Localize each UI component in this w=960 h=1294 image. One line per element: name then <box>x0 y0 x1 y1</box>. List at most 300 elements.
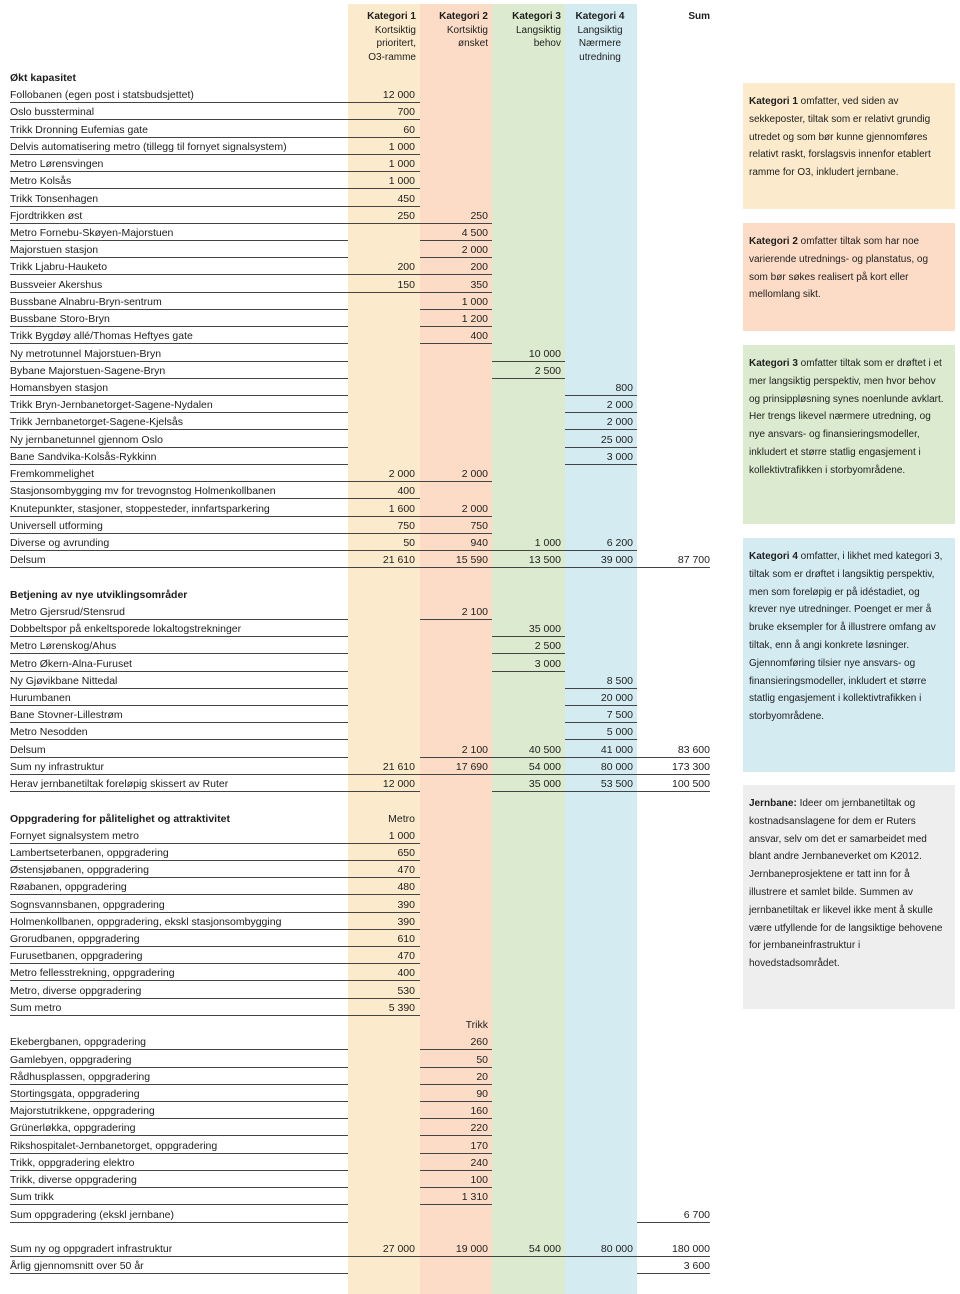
row-label: Dobbeltspor på enkeltsporede lokaltogstrekninger <box>10 623 242 635</box>
spacer-row <box>10 569 710 585</box>
cell-divider <box>492 361 565 362</box>
row-label: Bybane Majorstuen-Sagene-Bryn <box>10 364 166 377</box>
table-row <box>10 122 710 138</box>
table-row <box>10 328 710 344</box>
row-divider <box>10 1222 348 1223</box>
cell-divider <box>348 963 420 964</box>
table-row <box>10 1034 710 1050</box>
row-divider <box>10 963 348 964</box>
cell-divider <box>420 757 492 758</box>
cell-divider <box>348 119 420 120</box>
row-label: Follobanen (egen post i statsbudsjettet) <box>10 89 194 102</box>
cell-divider <box>565 447 637 448</box>
cell-kategori-1: 390 <box>397 898 415 911</box>
cell-divider <box>420 481 492 482</box>
table-row <box>10 965 710 981</box>
row-divider <box>10 653 348 654</box>
table-row <box>10 191 710 207</box>
row-divider <box>10 1135 348 1136</box>
cell-kategori-2: 220 <box>470 1122 488 1135</box>
cell-divider <box>637 757 710 758</box>
row-label: Grünerløkka, oppgradering <box>10 1122 136 1135</box>
cell-divider <box>637 1273 710 1274</box>
cell-divider <box>420 274 492 275</box>
table-row <box>10 897 710 913</box>
cell-divider <box>492 1256 565 1257</box>
cell-kategori-3: 2 500 <box>534 640 561 653</box>
cell-kategori-1: 21 610 <box>382 760 415 773</box>
row-label: Knutepunkter, stasjoner, stoppesteder, innfartsparkering <box>10 502 270 515</box>
cell-kategori-1: 5 390 <box>388 1001 415 1014</box>
cell-kategori-1: 1 000 <box>388 158 415 171</box>
cell-sum: 3 600 <box>683 1260 710 1273</box>
row-divider <box>10 705 348 706</box>
cell-kategori-4: 3 000 <box>606 450 633 463</box>
cell-divider <box>420 343 492 344</box>
row-label: Metro Nesodden <box>10 726 88 739</box>
cell-divider <box>420 567 492 568</box>
row-divider <box>10 429 348 430</box>
cell-kategori-2: 200 <box>470 261 488 274</box>
cell-kategori-2: Trikk <box>465 1019 488 1032</box>
cell-kategori-4: 39 000 <box>600 554 633 567</box>
cell-kategori-1: 1 000 <box>388 175 415 188</box>
row-divider <box>10 774 348 775</box>
cell-kategori-4: 8 500 <box>606 674 633 687</box>
cell-divider <box>348 516 420 517</box>
row-label: Røabanen, oppgradering <box>10 881 127 894</box>
cell-divider <box>348 223 420 224</box>
cell-kategori-1: 50 <box>403 536 415 549</box>
table-row <box>10 638 710 654</box>
row-label: Universell utforming <box>10 519 103 532</box>
cell-divider <box>348 533 420 534</box>
cell-kategori-2: 2 000 <box>461 502 488 515</box>
table-row <box>10 862 710 878</box>
cell-divider <box>420 1204 492 1205</box>
table-row <box>10 983 710 999</box>
cell-kategori-4: 80 000 <box>600 1243 633 1255</box>
cell-kategori-3: 13 500 <box>528 554 561 567</box>
cell-kategori-2: 19 000 <box>455 1243 488 1255</box>
table-row <box>10 173 710 189</box>
row-label: Gamlebyen, oppgradering <box>10 1053 132 1066</box>
cell-divider <box>420 1153 492 1154</box>
table-row <box>10 1086 710 1102</box>
cell-divider <box>565 739 637 740</box>
cell-divider <box>420 1187 492 1188</box>
table-row <box>10 414 710 430</box>
cell-divider <box>637 567 710 568</box>
row-label: Trikk Bryn-Jernbanetorget-Sagene-Nydalen <box>10 399 213 412</box>
row-divider <box>10 326 348 327</box>
cell-sum: 6 700 <box>683 1208 710 1221</box>
cell-kategori-3: 54 000 <box>528 1243 561 1255</box>
cell-kategori-4: 80 000 <box>600 760 633 773</box>
cell-divider <box>348 206 420 207</box>
cell-divider <box>348 946 420 947</box>
row-label: Holmenkollbanen, oppgradering, ekskl stasjonsombygging <box>10 915 282 928</box>
table-row <box>10 139 710 155</box>
cell-kategori-1: 450 <box>397 192 415 205</box>
row-divider <box>10 843 348 844</box>
header-kategori-4: Kategori 4 Langsiktig Nærmere utredning <box>575 11 625 63</box>
row-label: Rikshospitalet-Jernbanetorget, oppgradering <box>10 1139 218 1152</box>
header-kategori-2: Kategori 2 Kortsiktig ønsket <box>439 11 488 49</box>
cell-divider <box>420 1084 492 1085</box>
row-label: Bane Stovner-Lillestrøm <box>10 709 123 722</box>
cell-kategori-4: 7 500 <box>606 709 633 722</box>
cell-kategori-3: 40 500 <box>528 743 561 756</box>
table-row <box>10 621 710 637</box>
cell-kategori-2: 2 000 <box>461 244 488 257</box>
cell-divider <box>348 877 420 878</box>
row-label: Delsum <box>10 743 46 756</box>
cell-divider <box>565 722 637 723</box>
row-label: Metro fellesstrekning, oppgradering <box>10 967 175 980</box>
cell-kategori-1: 480 <box>397 881 415 894</box>
row-label: Trikk Bygdøy allé/Thomas Heftyes gate <box>10 330 193 343</box>
cell-divider <box>348 912 420 913</box>
row-divider <box>10 929 348 930</box>
row-label: Årlig gjennomsnitt over 50 år <box>10 1260 144 1273</box>
table-row <box>10 259 710 275</box>
cell-divider <box>420 1135 492 1136</box>
cell-kategori-3: 1 000 <box>534 536 561 549</box>
row-divider <box>10 636 348 637</box>
cell-kategori-2: 750 <box>470 519 488 532</box>
cell-divider <box>492 567 565 568</box>
cell-divider <box>492 378 565 379</box>
cell-divider <box>492 774 565 775</box>
table-row <box>10 759 710 775</box>
row-label: Sum ny infrastruktur <box>10 760 104 773</box>
cell-divider <box>420 1067 492 1068</box>
table-row <box>10 1103 710 1119</box>
table-row <box>10 397 710 413</box>
cell-divider <box>348 171 420 172</box>
row-divider <box>10 102 348 103</box>
row-label: Sognsvannsbanen, oppgradering <box>10 898 165 911</box>
cell-divider <box>492 791 565 792</box>
row-divider <box>10 292 348 293</box>
cell-divider <box>565 464 637 465</box>
cell-divider <box>492 757 565 758</box>
section-heading-row <box>10 587 710 603</box>
row-divider <box>10 1187 348 1188</box>
row-label: Metro Lørenskog/Ahus <box>10 640 117 653</box>
cell-kategori-1: 750 <box>397 519 415 532</box>
header-kategori-3: Kategori 3 Langsiktig behov <box>512 11 561 49</box>
row-divider <box>10 188 348 189</box>
row-divider <box>10 137 348 138</box>
cell-divider <box>637 1222 710 1223</box>
row-label: Hurumbanen <box>10 691 71 704</box>
row-label: Herav jernbanetiltak foreløpig skissert av Ruter <box>10 778 229 790</box>
cell-divider <box>637 791 710 792</box>
row-label: Fremkommelighet <box>10 468 95 481</box>
row-divider <box>10 1273 348 1274</box>
cell-kategori-2: 2 000 <box>461 468 488 481</box>
row-divider <box>10 498 348 499</box>
cell-divider <box>565 688 637 689</box>
cell-divider <box>420 309 492 310</box>
table-row <box>10 1172 710 1188</box>
cell-kategori-1: 390 <box>397 915 415 928</box>
table-row <box>10 1138 710 1154</box>
row-label: Ny Gjøvikbane Nittedal <box>10 674 118 687</box>
row-divider <box>10 223 348 224</box>
row-label: Delvis automatisering metro (tillegg til fornyet signalsystem) <box>10 140 287 153</box>
row-label: Stasjonsombygging mv for trevognstog Holmenkollbanen <box>10 485 276 498</box>
row-divider <box>10 894 348 895</box>
row-label: Majorstuen stasjon <box>10 244 99 257</box>
row-label: Majorstutrikkene, oppgradering <box>10 1105 155 1118</box>
cell-kategori-2: 170 <box>470 1139 488 1152</box>
cell-kategori-4: 5 000 <box>606 726 633 739</box>
cell-sum: 100 500 <box>672 778 710 790</box>
cell-divider <box>420 1118 492 1119</box>
row-divider <box>10 257 348 258</box>
row-divider <box>10 998 348 999</box>
cell-divider <box>348 929 420 930</box>
row-divider <box>10 1101 348 1102</box>
cell-divider <box>348 860 420 861</box>
row-label: Bussbane Alnabru-Bryn-sentrum <box>10 295 162 308</box>
row-divider <box>10 1118 348 1119</box>
row-divider <box>10 722 348 723</box>
cell-kategori-2: 1 310 <box>461 1191 488 1204</box>
row-label: Fjordtrikken øst <box>10 209 83 222</box>
table-row <box>10 483 710 499</box>
table-row <box>10 104 710 120</box>
row-divider <box>10 1204 348 1205</box>
row-divider <box>10 550 348 551</box>
spacer-row <box>10 1224 710 1240</box>
row-label: Delsum <box>10 554 46 567</box>
cell-kategori-1: 400 <box>397 485 415 498</box>
row-divider <box>10 119 348 120</box>
row-label: Økt kapasitet <box>10 72 76 84</box>
section-heading-row <box>10 811 710 827</box>
cell-divider <box>348 1256 420 1257</box>
cell-divider <box>348 980 420 981</box>
cell-kategori-1: 2 000 <box>388 468 415 481</box>
table-row <box>10 1258 710 1274</box>
row-label: Stortingsgata, oppgradering <box>10 1088 140 1100</box>
cell-divider <box>565 757 637 758</box>
cell-kategori-1: 12 000 <box>382 778 415 790</box>
row-divider <box>10 757 348 758</box>
cell-divider <box>492 550 565 551</box>
cell-kategori-2: 100 <box>470 1174 488 1187</box>
table-row <box>10 1207 710 1223</box>
table-row <box>10 346 710 362</box>
cell-divider <box>420 516 492 517</box>
row-label: Trikk Tonsenhagen <box>10 192 99 205</box>
table-row <box>10 294 710 310</box>
cell-divider <box>348 843 420 844</box>
row-divider <box>10 343 348 344</box>
cell-divider <box>420 1170 492 1171</box>
cell-kategori-3: 35 000 <box>528 623 561 635</box>
table-row <box>10 1052 710 1068</box>
note-kategori-1: Kategori 1 omfatter, ved siden av sekkeposter, tiltak som er relativt grundig utredet og som bør kunne gjennomføres relativt raskt, forslagsvis innenfor etablert ramme for O3, inkludert jernbane. <box>743 83 955 209</box>
row-divider <box>10 980 348 981</box>
cell-kategori-3: 10 000 <box>528 347 561 360</box>
cell-divider <box>637 1256 710 1257</box>
cell-divider <box>348 498 420 499</box>
row-divider <box>10 860 348 861</box>
cell-kategori-2: 2 100 <box>461 743 488 756</box>
cell-divider <box>565 567 637 568</box>
cell-kategori-2: 250 <box>470 209 488 222</box>
row-label: Grorudbanen, oppgradering <box>10 933 140 945</box>
cell-kategori-1: 27 000 <box>382 1243 415 1255</box>
cell-divider <box>420 292 492 293</box>
row-divider <box>10 206 348 207</box>
spacer-row <box>10 793 710 809</box>
cell-kategori-1: 1 000 <box>388 140 415 153</box>
cell-kategori-2: 260 <box>470 1036 488 1049</box>
cell-divider <box>565 705 637 706</box>
cell-kategori-1: 150 <box>397 278 415 291</box>
row-label: Fornyet signalsystem metro <box>10 829 139 842</box>
cell-kategori-1: 60 <box>403 123 415 136</box>
row-label: Ny metrotunnel Majorstuen-Bryn <box>10 347 162 360</box>
row-label: Betjening av nye utviklingsområder <box>10 588 188 601</box>
cell-kategori-1: 1 600 <box>388 502 415 515</box>
cell-divider <box>420 550 492 551</box>
table-row <box>10 501 710 517</box>
cell-kategori-4: 2 000 <box>606 416 633 429</box>
table-row <box>10 535 710 551</box>
cell-kategori-2: 2 100 <box>461 605 488 618</box>
row-divider <box>10 567 348 568</box>
note-jernbane: Jernbane: Ideer om jernbanetiltak og kostnadsanslagene for dem er Ruters ansvar, selv om det er samarbeidet med blant andre Jernbaneverket om K2012. Jernbaneprosjektene er tatt inn for å illustrere et samlet bilde. Summen av jernbanetiltak er likevel ikke ment å skulle være utfyllende for de langsiktige behovene for jernbaneinfrastruktur i hovedstadsområdet. <box>743 785 955 1009</box>
cell-divider <box>348 274 420 275</box>
row-label: Bussveier Akershus <box>10 278 103 291</box>
row-divider <box>10 791 348 792</box>
cell-kategori-1: Metro <box>388 812 415 825</box>
header-sum: Sum <box>688 11 710 22</box>
note-kategori-2: Kategori 2 omfatter tiltak som har noe varierende utrednings- og planstatus, og som bør søkes realisert på kort eller mellomlang sikt. <box>743 223 955 331</box>
cell-sum: 180 000 <box>672 1243 710 1255</box>
cell-kategori-2: 940 <box>470 536 488 549</box>
cell-kategori-2: 240 <box>470 1156 488 1169</box>
table-row <box>10 690 710 706</box>
cell-kategori-2: 1 200 <box>461 313 488 326</box>
row-divider <box>10 1049 348 1050</box>
cell-divider <box>492 671 565 672</box>
row-label: Rådhusplassen, oppgradering <box>10 1070 151 1083</box>
row-divider <box>10 481 348 482</box>
cell-divider <box>348 567 420 568</box>
cell-divider <box>348 154 420 155</box>
row-label: Diverse og avrunding <box>10 536 110 549</box>
cell-divider <box>348 998 420 999</box>
cell-kategori-1: 1 000 <box>388 829 415 842</box>
cell-divider <box>420 619 492 620</box>
cell-kategori-2: 17 690 <box>455 760 488 773</box>
cell-kategori-2: 20 <box>476 1070 488 1083</box>
table-row <box>10 552 710 568</box>
table-row <box>10 518 710 534</box>
row-label: Metro Fornebu-Skøyen-Majorstuen <box>10 227 174 239</box>
cell-kategori-1: 250 <box>397 209 415 222</box>
table-row <box>10 208 710 224</box>
table-row <box>10 380 710 396</box>
cell-kategori-1: 12 000 <box>382 89 415 102</box>
table-row <box>10 87 710 103</box>
row-divider <box>10 412 348 413</box>
table-row <box>10 363 710 379</box>
cell-divider <box>565 1256 637 1257</box>
table-row <box>10 879 710 895</box>
cell-kategori-1: 700 <box>397 106 415 119</box>
table-row <box>10 225 710 241</box>
row-divider <box>10 688 348 689</box>
cell-kategori-4: 53 500 <box>600 778 633 790</box>
cell-kategori-2: 90 <box>476 1088 488 1100</box>
table-row <box>10 1155 710 1171</box>
cell-divider <box>348 102 420 103</box>
row-label: Oppgradering for pålitelighet og attraktivitet <box>10 812 230 825</box>
row-divider <box>10 395 348 396</box>
row-label: Metro Gjersrud/Stensrud <box>10 605 125 618</box>
cell-kategori-2: 4 500 <box>461 227 488 239</box>
row-label: Ekebergbanen, oppgradering <box>10 1036 147 1049</box>
cell-divider <box>565 791 637 792</box>
row-divider <box>10 464 348 465</box>
table-row <box>10 742 710 758</box>
table-row <box>10 1069 710 1085</box>
row-label: Trikk Dronning Eufemias gate <box>10 123 148 136</box>
table-row <box>10 707 710 723</box>
table-row <box>10 948 710 964</box>
cell-kategori-2: 160 <box>470 1105 488 1118</box>
cell-divider <box>565 429 637 430</box>
table-row <box>10 242 710 258</box>
cell-kategori-2: 15 590 <box>455 554 488 567</box>
row-divider <box>10 154 348 155</box>
row-label: Trikk Ljabru-Hauketo <box>10 261 108 274</box>
row-divider <box>10 447 348 448</box>
table-row <box>10 845 710 861</box>
row-divider <box>10 274 348 275</box>
table-row <box>10 931 710 947</box>
cell-sum: 87 700 <box>677 554 710 567</box>
row-divider <box>10 309 348 310</box>
cell-divider <box>565 774 637 775</box>
cell-kategori-2: 350 <box>470 278 488 291</box>
row-label: Metro Kolsås <box>10 175 72 188</box>
table-row <box>10 449 710 465</box>
row-divider <box>10 1153 348 1154</box>
cell-divider <box>348 1015 420 1016</box>
cell-kategori-3: 2 500 <box>534 364 561 377</box>
row-label: Trikk, oppgradering elektro <box>10 1156 135 1169</box>
table-row <box>10 432 710 448</box>
cell-divider <box>348 481 420 482</box>
table-row <box>10 656 710 672</box>
table-row <box>10 1017 710 1033</box>
row-divider <box>10 1067 348 1068</box>
row-label: Metro Lørensvingen <box>10 158 104 171</box>
cell-divider <box>348 774 420 775</box>
row-divider <box>10 516 348 517</box>
cell-divider <box>348 188 420 189</box>
